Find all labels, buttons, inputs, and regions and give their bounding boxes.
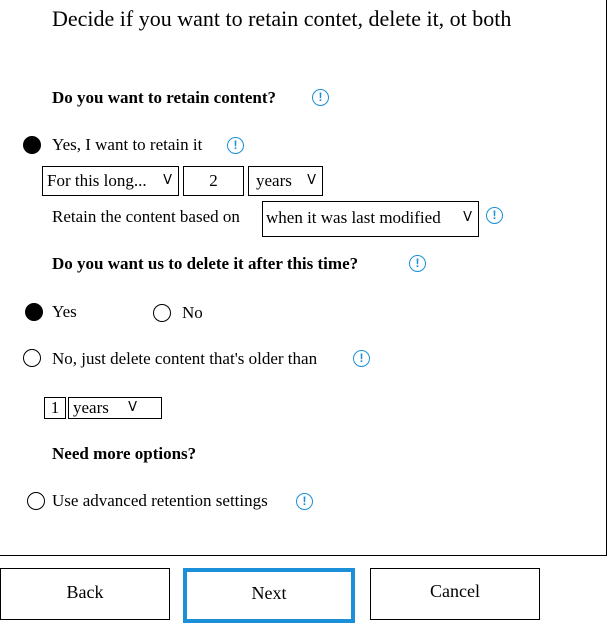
delete-no-label: No bbox=[182, 303, 203, 322]
duration-value-input[interactable]: 2 bbox=[183, 166, 244, 196]
chevron-down-icon: V bbox=[128, 400, 137, 415]
back-button[interactable]: Back bbox=[0, 568, 170, 620]
chevron-down-icon: V bbox=[307, 173, 316, 188]
delete-only-unit-select[interactable] bbox=[68, 397, 162, 419]
delete-no-radio[interactable] bbox=[153, 304, 171, 322]
more-options-heading: Need more options? bbox=[52, 444, 197, 463]
advanced-label: Use advanced retention settings bbox=[52, 491, 268, 510]
delete-after-heading: Do you want us to delete it after this time? bbox=[52, 254, 359, 273]
delete-only-value-input[interactable]: 1 bbox=[44, 397, 66, 419]
chevron-down-icon: V bbox=[163, 173, 172, 188]
based-on-select-value: when it was last modified bbox=[266, 208, 441, 227]
retain-info-icon[interactable]: ! bbox=[312, 89, 329, 106]
delete-after-info-icon[interactable]: ! bbox=[409, 255, 426, 272]
duration-select-value: For this long... bbox=[47, 171, 147, 190]
delete-yes-label: Yes bbox=[52, 302, 77, 321]
based-on-info-icon[interactable]: ! bbox=[486, 207, 503, 224]
next-button[interactable]: Next bbox=[183, 568, 355, 623]
chevron-down-icon: V bbox=[463, 210, 472, 225]
duration-select[interactable] bbox=[42, 166, 179, 196]
duration-unit-value: years bbox=[256, 171, 292, 190]
retain-yes-radio[interactable] bbox=[23, 136, 41, 154]
delete-only-info-icon[interactable]: ! bbox=[353, 350, 370, 367]
delete-only-radio[interactable] bbox=[23, 349, 41, 367]
based-on-label: Retain the content based on bbox=[52, 207, 240, 226]
based-on-select[interactable] bbox=[262, 201, 479, 237]
page-title: Decide if you want to retain contet, delete it, ot both bbox=[52, 6, 512, 31]
duration-unit-select[interactable] bbox=[248, 166, 323, 196]
delete-only-label: No, just delete content that's older than bbox=[52, 349, 318, 368]
delete-only-unit-value: years bbox=[73, 398, 109, 417]
cancel-button[interactable]: Cancel bbox=[370, 568, 540, 620]
retain-yes-info-icon[interactable]: ! bbox=[227, 137, 244, 154]
advanced-info-icon[interactable]: ! bbox=[296, 493, 313, 510]
advanced-radio[interactable] bbox=[27, 492, 45, 510]
retain-yes-label: Yes, I want to retain it bbox=[52, 135, 203, 154]
retain-heading: Do you want to retain content? bbox=[52, 88, 276, 107]
delete-yes-radio[interactable] bbox=[25, 303, 43, 321]
